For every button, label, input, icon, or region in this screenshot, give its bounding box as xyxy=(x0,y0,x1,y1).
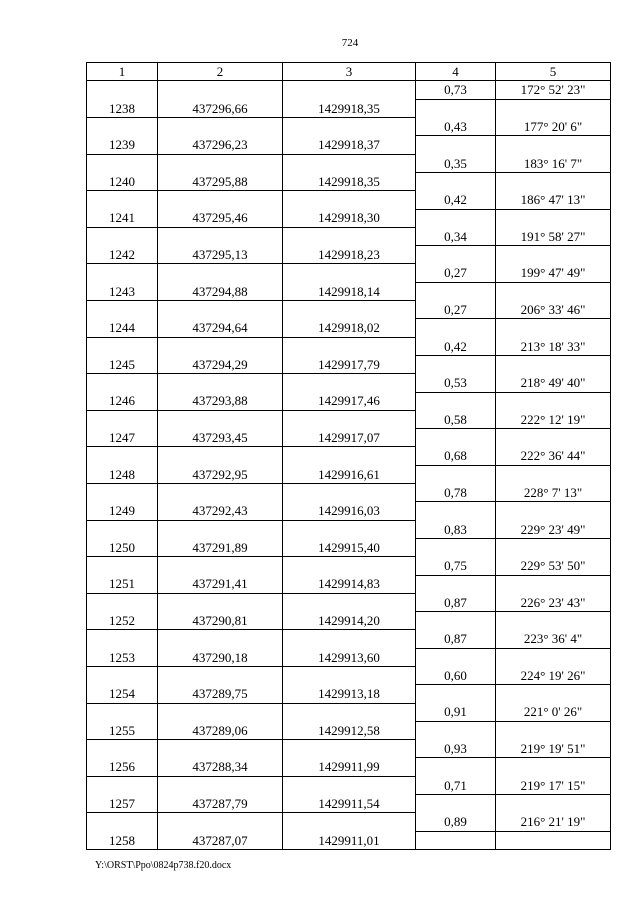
segment-distance: 0,42 xyxy=(416,337,496,355)
table-row-segment xyxy=(87,520,611,538)
point-x-coordinate: 437290,81 xyxy=(158,612,283,630)
point-y-coordinate: 1429916,61 xyxy=(283,465,416,483)
segment-angle: 222° 12' 19" xyxy=(496,410,611,428)
point-x-coordinate: 437289,75 xyxy=(158,685,283,703)
empty-cell xyxy=(416,538,496,556)
empty-cell xyxy=(87,813,158,831)
empty-cell xyxy=(87,520,158,538)
segment-distance: 0,42 xyxy=(416,191,496,209)
point-x-coordinate: 437287,07 xyxy=(158,831,283,850)
point-y-coordinate: 1429913,18 xyxy=(283,685,416,703)
empty-cell xyxy=(158,337,283,355)
segment-distance: 0,71 xyxy=(416,776,496,794)
table-row-segment xyxy=(87,81,611,100)
segment-distance: 0,43 xyxy=(416,118,496,136)
empty-cell xyxy=(158,264,283,282)
empty-cell xyxy=(158,447,283,465)
segment-angle: 226° 23' 43" xyxy=(496,593,611,611)
empty-cell xyxy=(283,191,416,209)
empty-cell xyxy=(416,136,496,154)
empty-cell xyxy=(416,282,496,300)
point-x-coordinate: 437293,45 xyxy=(158,429,283,447)
empty-cell xyxy=(87,667,158,685)
segment-distance: 0,68 xyxy=(416,447,496,465)
empty-cell xyxy=(158,301,283,319)
point-number: 1242 xyxy=(87,246,158,264)
empty-cell xyxy=(496,429,611,447)
empty-cell xyxy=(496,209,611,227)
segment-distance: 0,87 xyxy=(416,593,496,611)
empty-cell xyxy=(158,410,283,428)
empty-cell xyxy=(283,301,416,319)
segment-distance: 0,93 xyxy=(416,740,496,758)
empty-cell xyxy=(158,740,283,758)
point-y-coordinate: 1429918,35 xyxy=(283,99,416,117)
point-number: 1256 xyxy=(87,758,158,776)
table-row-segment xyxy=(87,191,611,209)
point-number: 1250 xyxy=(87,538,158,556)
segment-angle: 229° 23' 49" xyxy=(496,520,611,538)
table-row-segment xyxy=(87,227,611,245)
empty-cell xyxy=(496,392,611,410)
empty-cell xyxy=(158,593,283,611)
empty-cell xyxy=(158,484,283,502)
point-x-coordinate: 437292,43 xyxy=(158,502,283,520)
empty-cell xyxy=(87,264,158,282)
empty-cell xyxy=(416,648,496,666)
empty-cell xyxy=(87,593,158,611)
point-y-coordinate: 1429914,20 xyxy=(283,612,416,630)
segment-angle: 223° 36' 4" xyxy=(496,630,611,648)
segment-distance: 0,83 xyxy=(416,520,496,538)
empty-cell xyxy=(158,776,283,794)
empty-cell xyxy=(496,319,611,337)
empty-cell xyxy=(283,630,416,648)
empty-cell xyxy=(283,118,416,136)
table-row-segment xyxy=(87,410,611,428)
empty-cell xyxy=(283,264,416,282)
point-y-coordinate: 1429918,37 xyxy=(283,136,416,154)
segment-angle: 218° 49' 40" xyxy=(496,374,611,392)
empty-cell xyxy=(283,557,416,575)
empty-cell xyxy=(87,410,158,428)
empty-cell xyxy=(496,99,611,117)
footer-file-path: Y:\ORST\Ppo\0824p738.f20.docx xyxy=(95,860,232,871)
table-row-segment xyxy=(87,776,611,794)
empty-cell xyxy=(416,392,496,410)
column-header-2: 2 xyxy=(158,63,283,81)
segment-angle: 221° 0' 26" xyxy=(496,703,611,721)
empty-cell xyxy=(158,227,283,245)
table-row-point xyxy=(87,429,611,447)
table-header-row xyxy=(87,63,611,81)
empty-cell xyxy=(496,795,611,813)
point-x-coordinate: 437296,66 xyxy=(158,99,283,117)
table-row-point xyxy=(87,392,611,410)
point-y-coordinate: 1429918,23 xyxy=(283,246,416,264)
empty-cell xyxy=(158,118,283,136)
segment-angle: 183° 16' 7" xyxy=(496,154,611,172)
segment-distance: 0,75 xyxy=(416,557,496,575)
empty-cell xyxy=(283,374,416,392)
point-y-coordinate: 1429911,01 xyxy=(283,831,416,850)
empty-cell xyxy=(283,154,416,172)
point-number: 1245 xyxy=(87,355,158,373)
segment-angle: 206° 33' 46" xyxy=(496,301,611,319)
empty-cell xyxy=(496,721,611,739)
point-x-coordinate: 437291,41 xyxy=(158,575,283,593)
empty-cell xyxy=(416,758,496,776)
segment-angle: 219° 17' 15" xyxy=(496,776,611,794)
segment-distance: 0,78 xyxy=(416,484,496,502)
segment-distance: 0,73 xyxy=(416,81,496,100)
table-row-segment xyxy=(87,703,611,721)
point-y-coordinate: 1429911,99 xyxy=(283,758,416,776)
table-row-segment xyxy=(87,337,611,355)
point-number: 1243 xyxy=(87,282,158,300)
point-number: 1238 xyxy=(87,99,158,117)
table-row-point xyxy=(87,612,611,630)
segment-angle: 177° 20' 6" xyxy=(496,118,611,136)
empty-cell xyxy=(283,593,416,611)
table-row-point xyxy=(87,502,611,520)
empty-cell xyxy=(416,319,496,337)
point-y-coordinate: 1429918,02 xyxy=(283,319,416,337)
segment-angle: 224° 19' 26" xyxy=(496,667,611,685)
empty-cell xyxy=(283,813,416,831)
point-x-coordinate: 437292,95 xyxy=(158,465,283,483)
point-y-coordinate: 1429918,30 xyxy=(283,209,416,227)
empty-cell xyxy=(283,410,416,428)
point-x-coordinate: 437296,23 xyxy=(158,136,283,154)
empty-cell xyxy=(283,447,416,465)
segment-distance: 0,60 xyxy=(416,667,496,685)
empty-cell xyxy=(158,703,283,721)
empty-cell xyxy=(283,227,416,245)
table-row-point xyxy=(87,575,611,593)
empty-cell xyxy=(87,191,158,209)
point-y-coordinate: 1429914,83 xyxy=(283,575,416,593)
table-row-point xyxy=(87,319,611,337)
empty-cell xyxy=(496,502,611,520)
point-x-coordinate: 437295,46 xyxy=(158,209,283,227)
point-y-coordinate: 1429917,07 xyxy=(283,429,416,447)
point-y-coordinate: 1429918,35 xyxy=(283,172,416,190)
segment-angle: 219° 19' 51" xyxy=(496,740,611,758)
point-x-coordinate: 437294,88 xyxy=(158,282,283,300)
empty-cell xyxy=(496,831,611,850)
empty-cell xyxy=(87,703,158,721)
empty-cell xyxy=(283,484,416,502)
table-row-segment xyxy=(87,154,611,172)
empty-cell xyxy=(283,337,416,355)
point-y-coordinate: 1429912,58 xyxy=(283,721,416,739)
segment-distance: 0,34 xyxy=(416,227,496,245)
column-header-3: 3 xyxy=(283,63,416,81)
empty-cell xyxy=(87,154,158,172)
empty-cell xyxy=(416,99,496,117)
empty-cell xyxy=(283,703,416,721)
empty-cell xyxy=(87,118,158,136)
table-row-segment xyxy=(87,301,611,319)
point-number: 1239 xyxy=(87,136,158,154)
coordinates-table xyxy=(86,62,611,850)
empty-cell xyxy=(87,630,158,648)
point-y-coordinate: 1429913,60 xyxy=(283,648,416,666)
segment-distance: 0,87 xyxy=(416,630,496,648)
point-y-coordinate: 1429916,03 xyxy=(283,502,416,520)
empty-cell xyxy=(496,685,611,703)
empty-cell xyxy=(496,355,611,373)
table-row-segment xyxy=(87,667,611,685)
empty-cell xyxy=(87,484,158,502)
point-x-coordinate: 437295,13 xyxy=(158,246,283,264)
point-x-coordinate: 437289,06 xyxy=(158,721,283,739)
empty-cell xyxy=(158,667,283,685)
segment-angle: 199° 47' 49" xyxy=(496,264,611,282)
point-number: 1240 xyxy=(87,172,158,190)
table-row-segment xyxy=(87,118,611,136)
empty-cell xyxy=(416,172,496,190)
table-row-point xyxy=(87,172,611,190)
table-row-segment xyxy=(87,630,611,648)
table-row-point xyxy=(87,685,611,703)
empty-cell xyxy=(496,465,611,483)
segment-angle: 216° 21' 19" xyxy=(496,813,611,831)
point-number: 1247 xyxy=(87,429,158,447)
empty-cell xyxy=(87,301,158,319)
empty-cell xyxy=(416,246,496,264)
empty-cell xyxy=(283,740,416,758)
point-number: 1257 xyxy=(87,795,158,813)
empty-cell xyxy=(158,191,283,209)
point-number: 1251 xyxy=(87,575,158,593)
table-row-point xyxy=(87,648,611,666)
empty-cell xyxy=(416,502,496,520)
point-number: 1254 xyxy=(87,685,158,703)
point-x-coordinate: 437290,18 xyxy=(158,648,283,666)
point-y-coordinate: 1429917,79 xyxy=(283,355,416,373)
table-row-point xyxy=(87,795,611,813)
table-row-segment xyxy=(87,593,611,611)
empty-cell xyxy=(416,355,496,373)
point-number: 1252 xyxy=(87,612,158,630)
point-x-coordinate: 437293,88 xyxy=(158,392,283,410)
table-body xyxy=(87,81,611,850)
empty-cell xyxy=(416,612,496,630)
empty-cell xyxy=(496,648,611,666)
point-number: 1258 xyxy=(87,831,158,850)
point-y-coordinate: 1429918,14 xyxy=(283,282,416,300)
segment-angle: 229° 53' 50" xyxy=(496,557,611,575)
segment-distance: 0,27 xyxy=(416,301,496,319)
point-x-coordinate: 437291,89 xyxy=(158,538,283,556)
point-y-coordinate: 1429917,46 xyxy=(283,392,416,410)
table-row-point xyxy=(87,538,611,556)
empty-cell xyxy=(416,685,496,703)
empty-cell xyxy=(158,630,283,648)
column-header-5: 5 xyxy=(496,63,611,81)
empty-cell xyxy=(87,227,158,245)
segment-distance: 0,89 xyxy=(416,813,496,831)
empty-cell xyxy=(496,575,611,593)
empty-cell xyxy=(87,337,158,355)
segment-angle: 222° 36' 44" xyxy=(496,447,611,465)
table-row-point xyxy=(87,209,611,227)
point-x-coordinate: 437294,29 xyxy=(158,355,283,373)
table-row-segment xyxy=(87,264,611,282)
empty-cell xyxy=(496,758,611,776)
segment-distance: 0,58 xyxy=(416,410,496,428)
empty-cell xyxy=(158,813,283,831)
table-row-point xyxy=(87,721,611,739)
empty-cell xyxy=(416,575,496,593)
segment-angle: 191° 58' 27" xyxy=(496,227,611,245)
point-x-coordinate: 437287,79 xyxy=(158,795,283,813)
point-number: 1244 xyxy=(87,319,158,337)
table-row-point xyxy=(87,282,611,300)
empty-cell xyxy=(158,374,283,392)
table-row-segment xyxy=(87,484,611,502)
empty-cell xyxy=(283,667,416,685)
empty-cell xyxy=(87,374,158,392)
empty-cell xyxy=(158,81,283,100)
table-row-point xyxy=(87,758,611,776)
empty-cell xyxy=(283,776,416,794)
table-row-segment xyxy=(87,447,611,465)
empty-cell xyxy=(87,776,158,794)
table-row-point xyxy=(87,136,611,154)
table-row-segment xyxy=(87,740,611,758)
table-row-point xyxy=(87,465,611,483)
table-row-point xyxy=(87,355,611,373)
segment-distance: 0,35 xyxy=(416,154,496,172)
table-row-point xyxy=(87,831,611,850)
empty-cell xyxy=(496,282,611,300)
empty-cell xyxy=(496,136,611,154)
point-x-coordinate: 437288,34 xyxy=(158,758,283,776)
empty-cell xyxy=(87,81,158,100)
empty-cell xyxy=(496,612,611,630)
empty-cell xyxy=(416,795,496,813)
empty-cell xyxy=(416,721,496,739)
point-number: 1241 xyxy=(87,209,158,227)
column-header-4: 4 xyxy=(416,63,496,81)
table-row-point xyxy=(87,99,611,117)
empty-cell xyxy=(416,429,496,447)
point-y-coordinate: 1429911,54 xyxy=(283,795,416,813)
empty-cell xyxy=(283,520,416,538)
segment-distance: 0,91 xyxy=(416,703,496,721)
segment-distance: 0,27 xyxy=(416,264,496,282)
point-number: 1255 xyxy=(87,721,158,739)
empty-cell xyxy=(496,538,611,556)
empty-cell xyxy=(158,520,283,538)
empty-cell xyxy=(158,557,283,575)
segment-angle: 172° 52' 23" xyxy=(496,81,611,100)
point-y-coordinate: 1429915,40 xyxy=(283,538,416,556)
empty-cell xyxy=(496,172,611,190)
point-x-coordinate: 437295,88 xyxy=(158,172,283,190)
point-number: 1248 xyxy=(87,465,158,483)
empty-cell xyxy=(158,154,283,172)
empty-cell xyxy=(283,81,416,100)
page-number: 724 xyxy=(341,37,359,49)
empty-cell xyxy=(416,831,496,850)
table-row-segment xyxy=(87,374,611,392)
empty-cell xyxy=(416,209,496,227)
table-row-segment xyxy=(87,557,611,575)
point-number: 1249 xyxy=(87,502,158,520)
empty-cell xyxy=(87,557,158,575)
segment-angle: 228° 7' 13" xyxy=(496,484,611,502)
segment-angle: 186° 47' 13" xyxy=(496,191,611,209)
table-row-point xyxy=(87,246,611,264)
empty-cell xyxy=(87,740,158,758)
table-row-segment xyxy=(87,813,611,831)
point-number: 1253 xyxy=(87,648,158,666)
column-header-1: 1 xyxy=(87,63,158,81)
segment-distance: 0,53 xyxy=(416,374,496,392)
empty-cell xyxy=(416,465,496,483)
point-number: 1246 xyxy=(87,392,158,410)
point-x-coordinate: 437294,64 xyxy=(158,319,283,337)
empty-cell xyxy=(496,246,611,264)
empty-cell xyxy=(87,447,158,465)
segment-angle: 213° 18' 33" xyxy=(496,337,611,355)
